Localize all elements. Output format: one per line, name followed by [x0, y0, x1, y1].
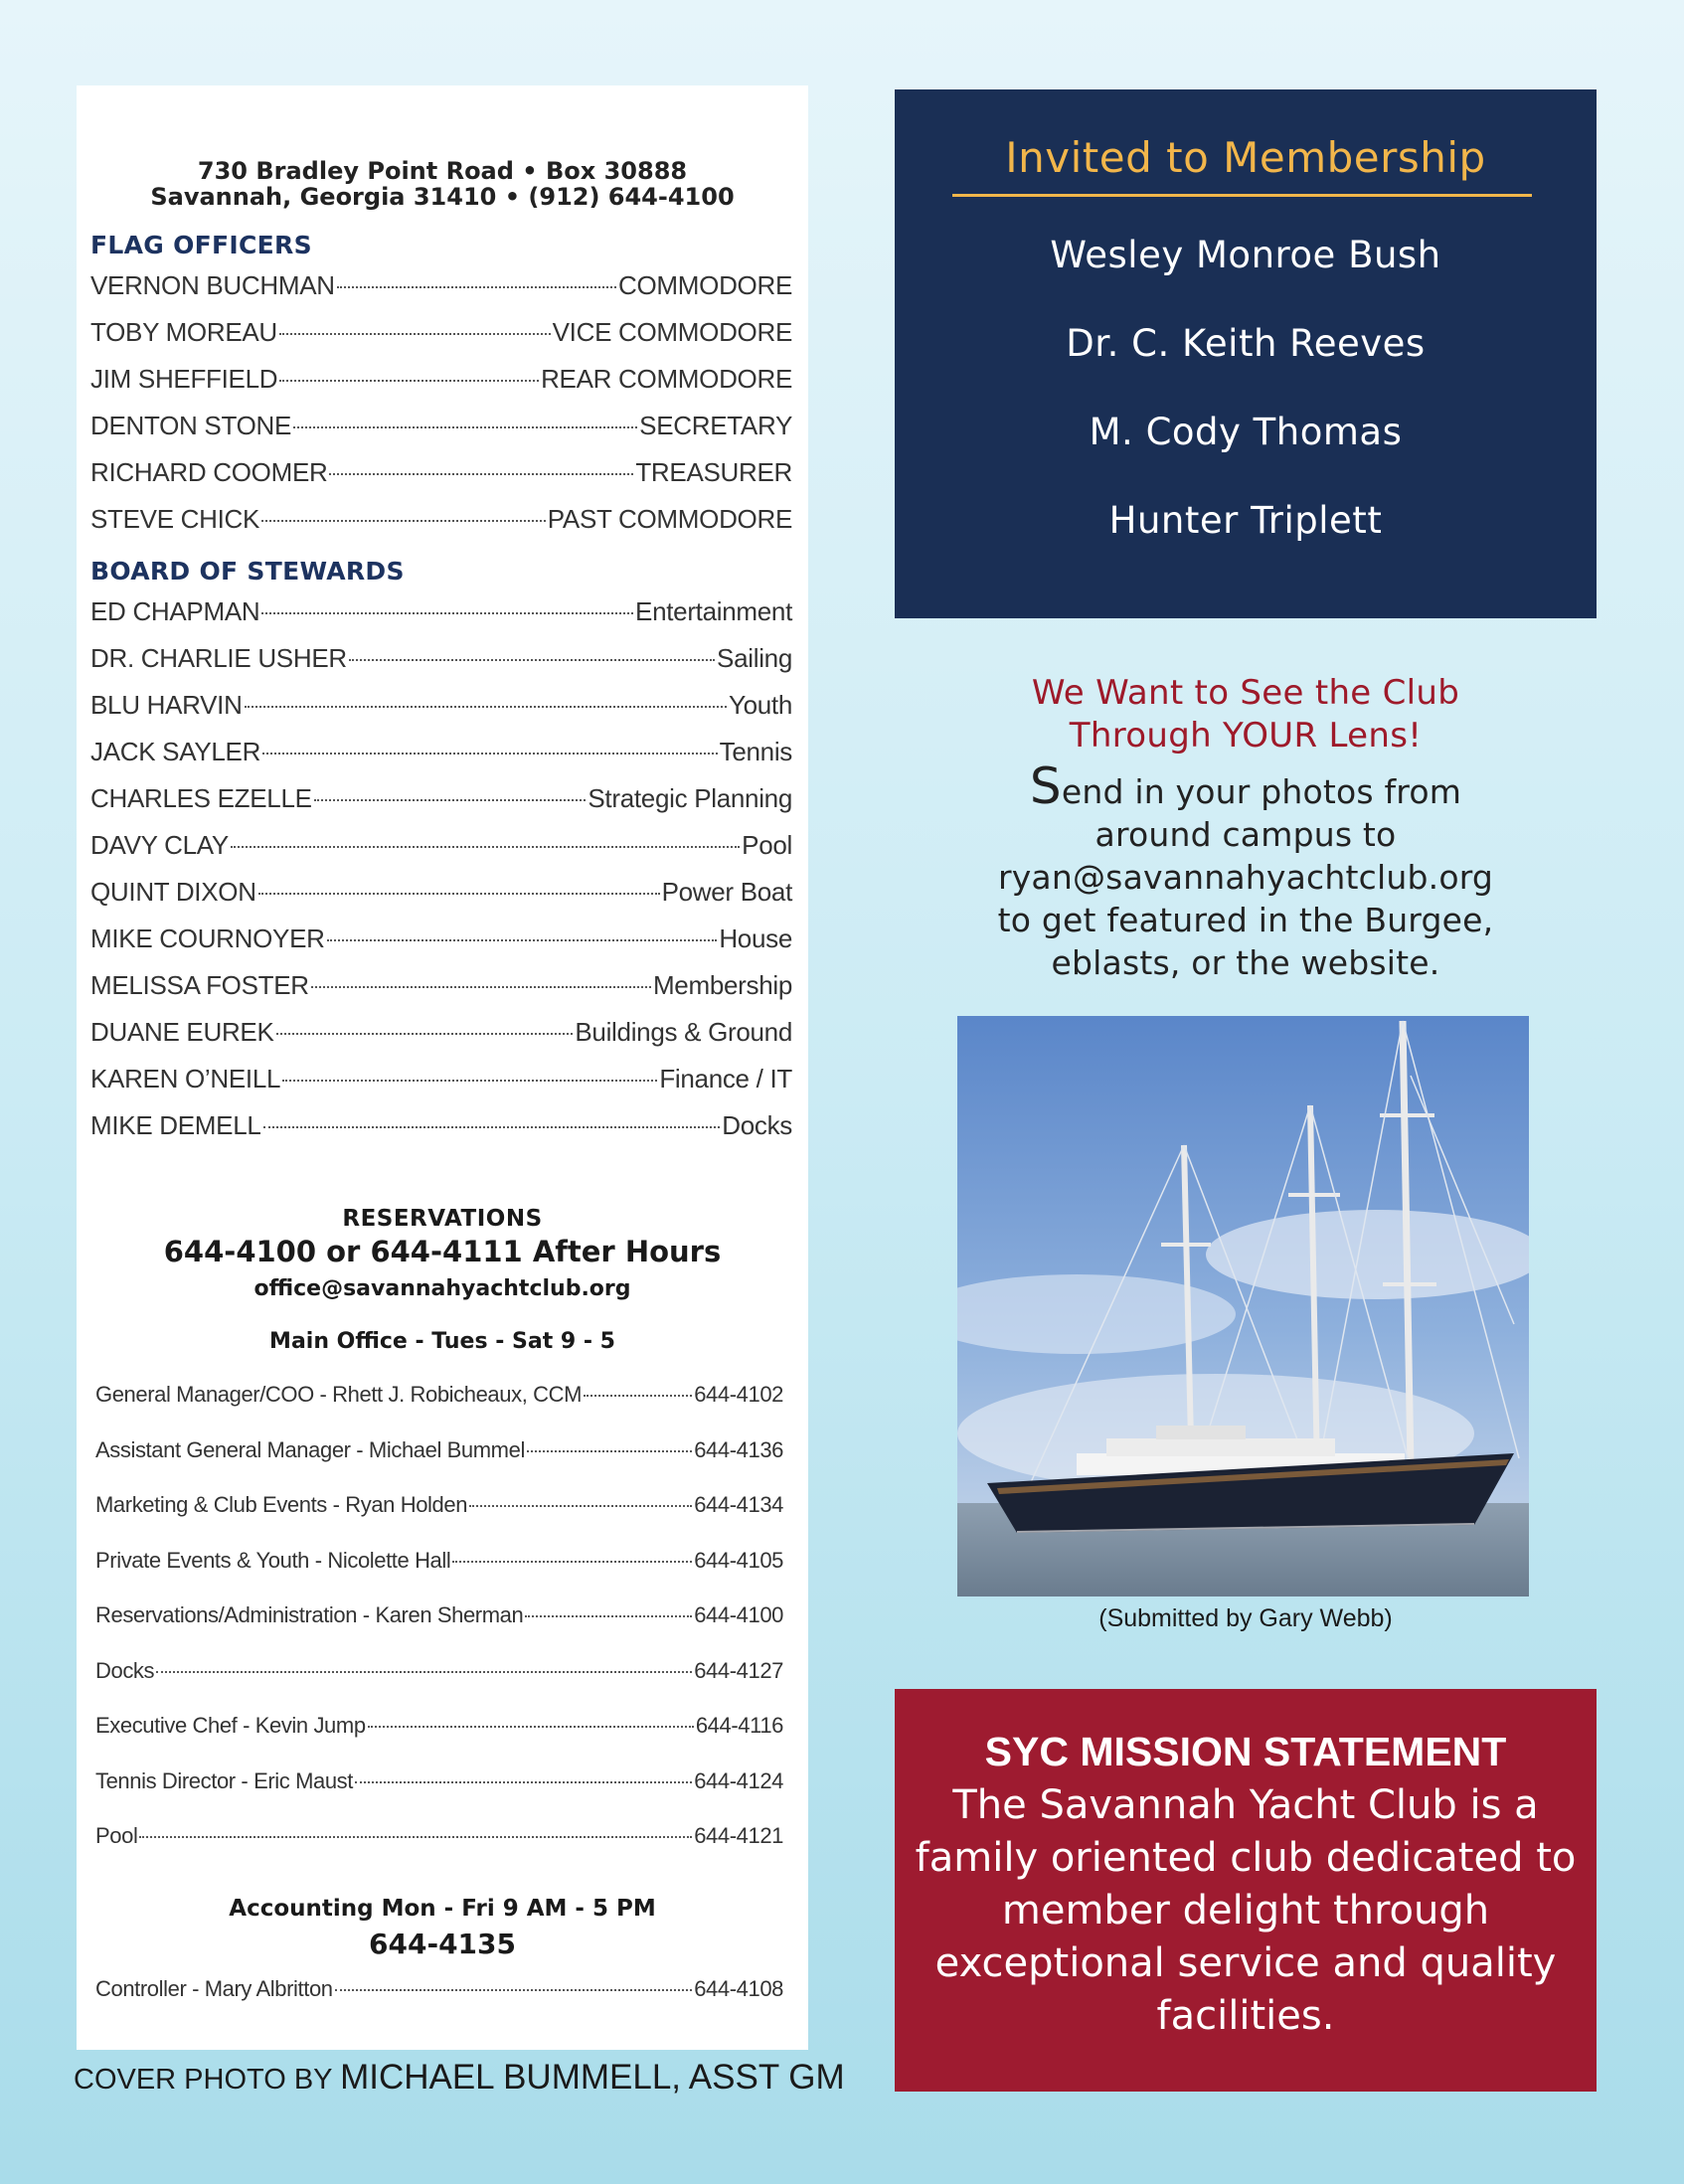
steward-row	[90, 924, 792, 970]
steward-role: Docks	[722, 1110, 792, 1140]
mission-text: The Savannah Yacht Club is a family oriented club dedicated to member delight through exceptional service and quality facilities.	[915, 1782, 1577, 2039]
dot-leader	[349, 659, 715, 661]
address-line-2: Savannah, Georgia 31410 • (912) 644-4100	[150, 183, 735, 211]
steward-row	[90, 1110, 792, 1157]
cover-credit-prefix: COVER PHOTO BY	[74, 2064, 341, 2096]
main-office-hours: Main Office - Tues - Sat 9 - 5	[269, 1329, 615, 1354]
staff-phone: 644-4102	[694, 1382, 783, 1407]
steward-row	[90, 643, 792, 690]
photo-call-title	[895, 672, 1597, 757]
staff-name: Executive Chef - Kevin Jump	[95, 1713, 366, 1738]
dot-leader	[276, 1033, 574, 1035]
dot-leader	[337, 286, 616, 288]
staff-name: Private Events & Youth - Nicolette Hall	[95, 1547, 451, 1573]
officer-name: TOBY MOREAU	[90, 317, 277, 347]
dot-leader	[279, 380, 539, 382]
reservations-title: RESERVATIONS	[342, 1206, 543, 1232]
staff-name: Reservations/Administration - Karen Sherman	[95, 1602, 524, 1627]
officer-role: PAST COMMODORE	[547, 504, 792, 534]
dot-leader	[355, 1781, 692, 1783]
photo-call-line-4: to get featured in the Burgee,	[997, 901, 1494, 939]
staff-name: General Manager/COO - Rhett J. Robicheaux, CCM	[95, 1382, 583, 1407]
staff-row	[95, 1548, 783, 1603]
dot-leader	[293, 426, 637, 428]
staff-phone: 644-4121	[694, 1823, 783, 1848]
officer-role: COMMODORE	[618, 270, 792, 300]
steward-role: Finance / IT	[659, 1064, 792, 1093]
membership-box	[895, 89, 1597, 618]
staff-list	[95, 1382, 783, 1879]
staff-row	[95, 1658, 783, 1714]
steward-role: Entertainment	[635, 596, 792, 626]
steward-row	[90, 877, 792, 924]
steward-row	[90, 596, 792, 643]
officer-row	[90, 364, 792, 411]
club-directory-card	[77, 85, 808, 2050]
cover-photo-credit	[74, 2058, 845, 2098]
dot-leader	[469, 1505, 692, 1507]
yacht-image	[957, 1016, 1529, 1596]
steward-role: Power Boat	[661, 877, 792, 907]
dot-leader	[584, 1395, 692, 1397]
photo-call-title-line-2: Through YOUR Lens!	[1069, 716, 1423, 756]
photo-call-line-2: around campus to	[1095, 815, 1397, 854]
dot-leader	[329, 473, 633, 475]
board-of-stewards-heading: BOARD OF STEWARDS	[90, 557, 405, 586]
dot-leader	[263, 1126, 721, 1128]
officer-row	[90, 457, 792, 504]
cover-credit-name: MICHAEL BUMMELL, ASST GM	[340, 2058, 845, 2097]
new-member-list	[895, 234, 1597, 588]
steward-row	[90, 830, 792, 877]
dot-leader	[261, 612, 633, 614]
staff-row	[95, 1602, 783, 1658]
new-member-name: Hunter Triplett	[1108, 499, 1383, 542]
staff-phone: 644-4105	[694, 1547, 783, 1573]
officer-row	[90, 504, 792, 551]
staff-name: Assistant General Manager - Michael Bummel	[95, 1436, 525, 1462]
new-member-name: Dr. C. Keith Reeves	[1066, 322, 1426, 365]
staff-phone: 644-4134	[694, 1492, 783, 1517]
officer-role: TREASURER	[635, 457, 792, 487]
accounting-list	[95, 1976, 783, 2032]
steward-row	[90, 1017, 792, 1064]
reservations-phone: 644-4100 or 644-4111 After Hours	[163, 1235, 722, 1268]
new-member-name: M. Cody Thomas	[1089, 411, 1403, 453]
staff-row	[95, 1768, 783, 1824]
flag-officers-heading: FLAG OFFICERS	[90, 231, 312, 259]
staff-row	[95, 1437, 783, 1493]
dot-leader	[527, 1450, 692, 1452]
officer-role: REAR COMMODORE	[541, 364, 792, 394]
stewards-list	[90, 596, 792, 1157]
steward-row	[90, 690, 792, 737]
staff-phone: 644-4136	[694, 1436, 783, 1462]
dot-leader	[335, 1989, 693, 1991]
staff-row	[95, 1823, 783, 1879]
dot-leader	[282, 1080, 657, 1082]
staff-phone: 644-4100	[694, 1602, 783, 1627]
photo-caption: (Submitted by Gary Webb)	[1098, 1604, 1393, 1632]
steward-role: Pool	[742, 830, 792, 860]
mission-title: SYC MISSION STATEMENT	[984, 1729, 1507, 1774]
steward-name: DUANE EUREK	[90, 1017, 274, 1047]
dot-leader	[262, 753, 718, 755]
staff-row	[95, 1713, 783, 1768]
membership-title: Invited to Membership	[1005, 133, 1486, 182]
dot-leader	[452, 1561, 692, 1563]
officer-row	[90, 317, 792, 364]
officer-role: VICE COMMODORE	[552, 317, 792, 347]
dot-leader	[258, 893, 660, 895]
flag-officers-list	[90, 270, 792, 551]
staff-phone: 644-4116	[695, 1713, 783, 1738]
accounting-title: Accounting Mon - Fri 9 AM - 5 PM	[229, 1896, 656, 1922]
accounting-phone: 644-4135	[369, 1928, 516, 1960]
dot-leader	[279, 333, 551, 335]
dot-leader	[327, 939, 718, 941]
officer-name: STEVE CHICK	[90, 504, 260, 534]
steward-role: Tennis	[719, 737, 792, 766]
title-underline	[952, 194, 1532, 197]
staff-name: Marketing & Club Events - Ryan Holden	[95, 1492, 468, 1517]
dot-leader	[368, 1726, 694, 1728]
steward-row	[90, 1064, 792, 1110]
steward-name: MIKE DEMELL	[90, 1110, 261, 1140]
sailing-yacht-photo	[957, 1016, 1529, 1596]
staff-phone: 644-4124	[694, 1767, 783, 1793]
steward-name: CHARLES EZELLE	[90, 783, 312, 813]
staff-name: Docks	[95, 1657, 155, 1683]
photo-call-text	[895, 757, 1597, 984]
officer-row	[90, 270, 792, 317]
photo-call-title-line-1: We Want to See the Club	[1031, 673, 1460, 713]
dot-leader	[139, 1836, 692, 1838]
staff-name: Tennis Director - Eric Maust	[95, 1767, 353, 1793]
dot-leader	[261, 520, 546, 522]
steward-name: ED CHAPMAN	[90, 596, 260, 626]
steward-role: Buildings & Ground	[575, 1017, 792, 1047]
officer-name: VERNON BUCHMAN	[90, 270, 335, 300]
dot-leader	[156, 1671, 692, 1673]
officer-row	[90, 411, 792, 457]
dot-leader	[314, 799, 587, 801]
reservations-email: office@savannahyachtclub.org	[253, 1276, 631, 1301]
address-line-1: 730 Bradley Point Road • Box 30888	[197, 157, 688, 185]
steward-role: Youth	[728, 690, 792, 720]
drop-cap: S	[1029, 757, 1062, 815]
photo-call-line-1-rest: end in your photos from	[1061, 772, 1462, 811]
steward-name: DAVY CLAY	[90, 830, 229, 860]
staff-phone: 644-4108	[694, 1976, 783, 2001]
new-member-name: Wesley Monroe Bush	[1050, 234, 1441, 276]
staff-phone: 644-4127	[694, 1657, 783, 1683]
photo-call-line-5: eblasts, or the website.	[1051, 943, 1440, 982]
steward-name: JACK SAYLER	[90, 737, 261, 766]
officer-name: DENTON STONE	[90, 411, 292, 440]
dot-leader	[245, 706, 727, 708]
mission-statement-box	[895, 1689, 1597, 2092]
photo-call-line-1	[895, 757, 1597, 815]
steward-name: DR. CHARLIE USHER	[90, 643, 347, 673]
staff-name: Pool	[95, 1823, 138, 1848]
staff-row	[95, 1976, 783, 2032]
staff-name: Controller - Mary Albritton	[95, 1976, 333, 2001]
photo-call-email: ryan@savannahyachtclub.org	[997, 858, 1494, 897]
steward-role: Membership	[652, 970, 792, 1000]
dot-leader	[311, 986, 651, 988]
steward-role: Sailing	[717, 643, 792, 673]
officer-role: SECRETARY	[639, 411, 792, 440]
steward-role: House	[719, 924, 792, 953]
steward-name: BLU HARVIN	[90, 690, 243, 720]
officer-name: RICHARD COOMER	[90, 457, 328, 487]
steward-name: MELISSA FOSTER	[90, 970, 309, 1000]
dot-leader	[525, 1615, 692, 1617]
officer-name: JIM SHEFFIELD	[90, 364, 278, 394]
steward-name: QUINT DIXON	[90, 877, 256, 907]
staff-row	[95, 1492, 783, 1548]
steward-row	[90, 970, 792, 1017]
steward-row	[90, 783, 792, 830]
staff-row	[95, 1382, 783, 1437]
steward-name: KAREN O’NEILL	[90, 1064, 281, 1093]
steward-role: Strategic Planning	[588, 783, 792, 813]
steward-name: MIKE COURNOYER	[90, 924, 325, 953]
dot-leader	[231, 846, 740, 848]
club-address	[77, 158, 808, 210]
steward-row	[90, 737, 792, 783]
